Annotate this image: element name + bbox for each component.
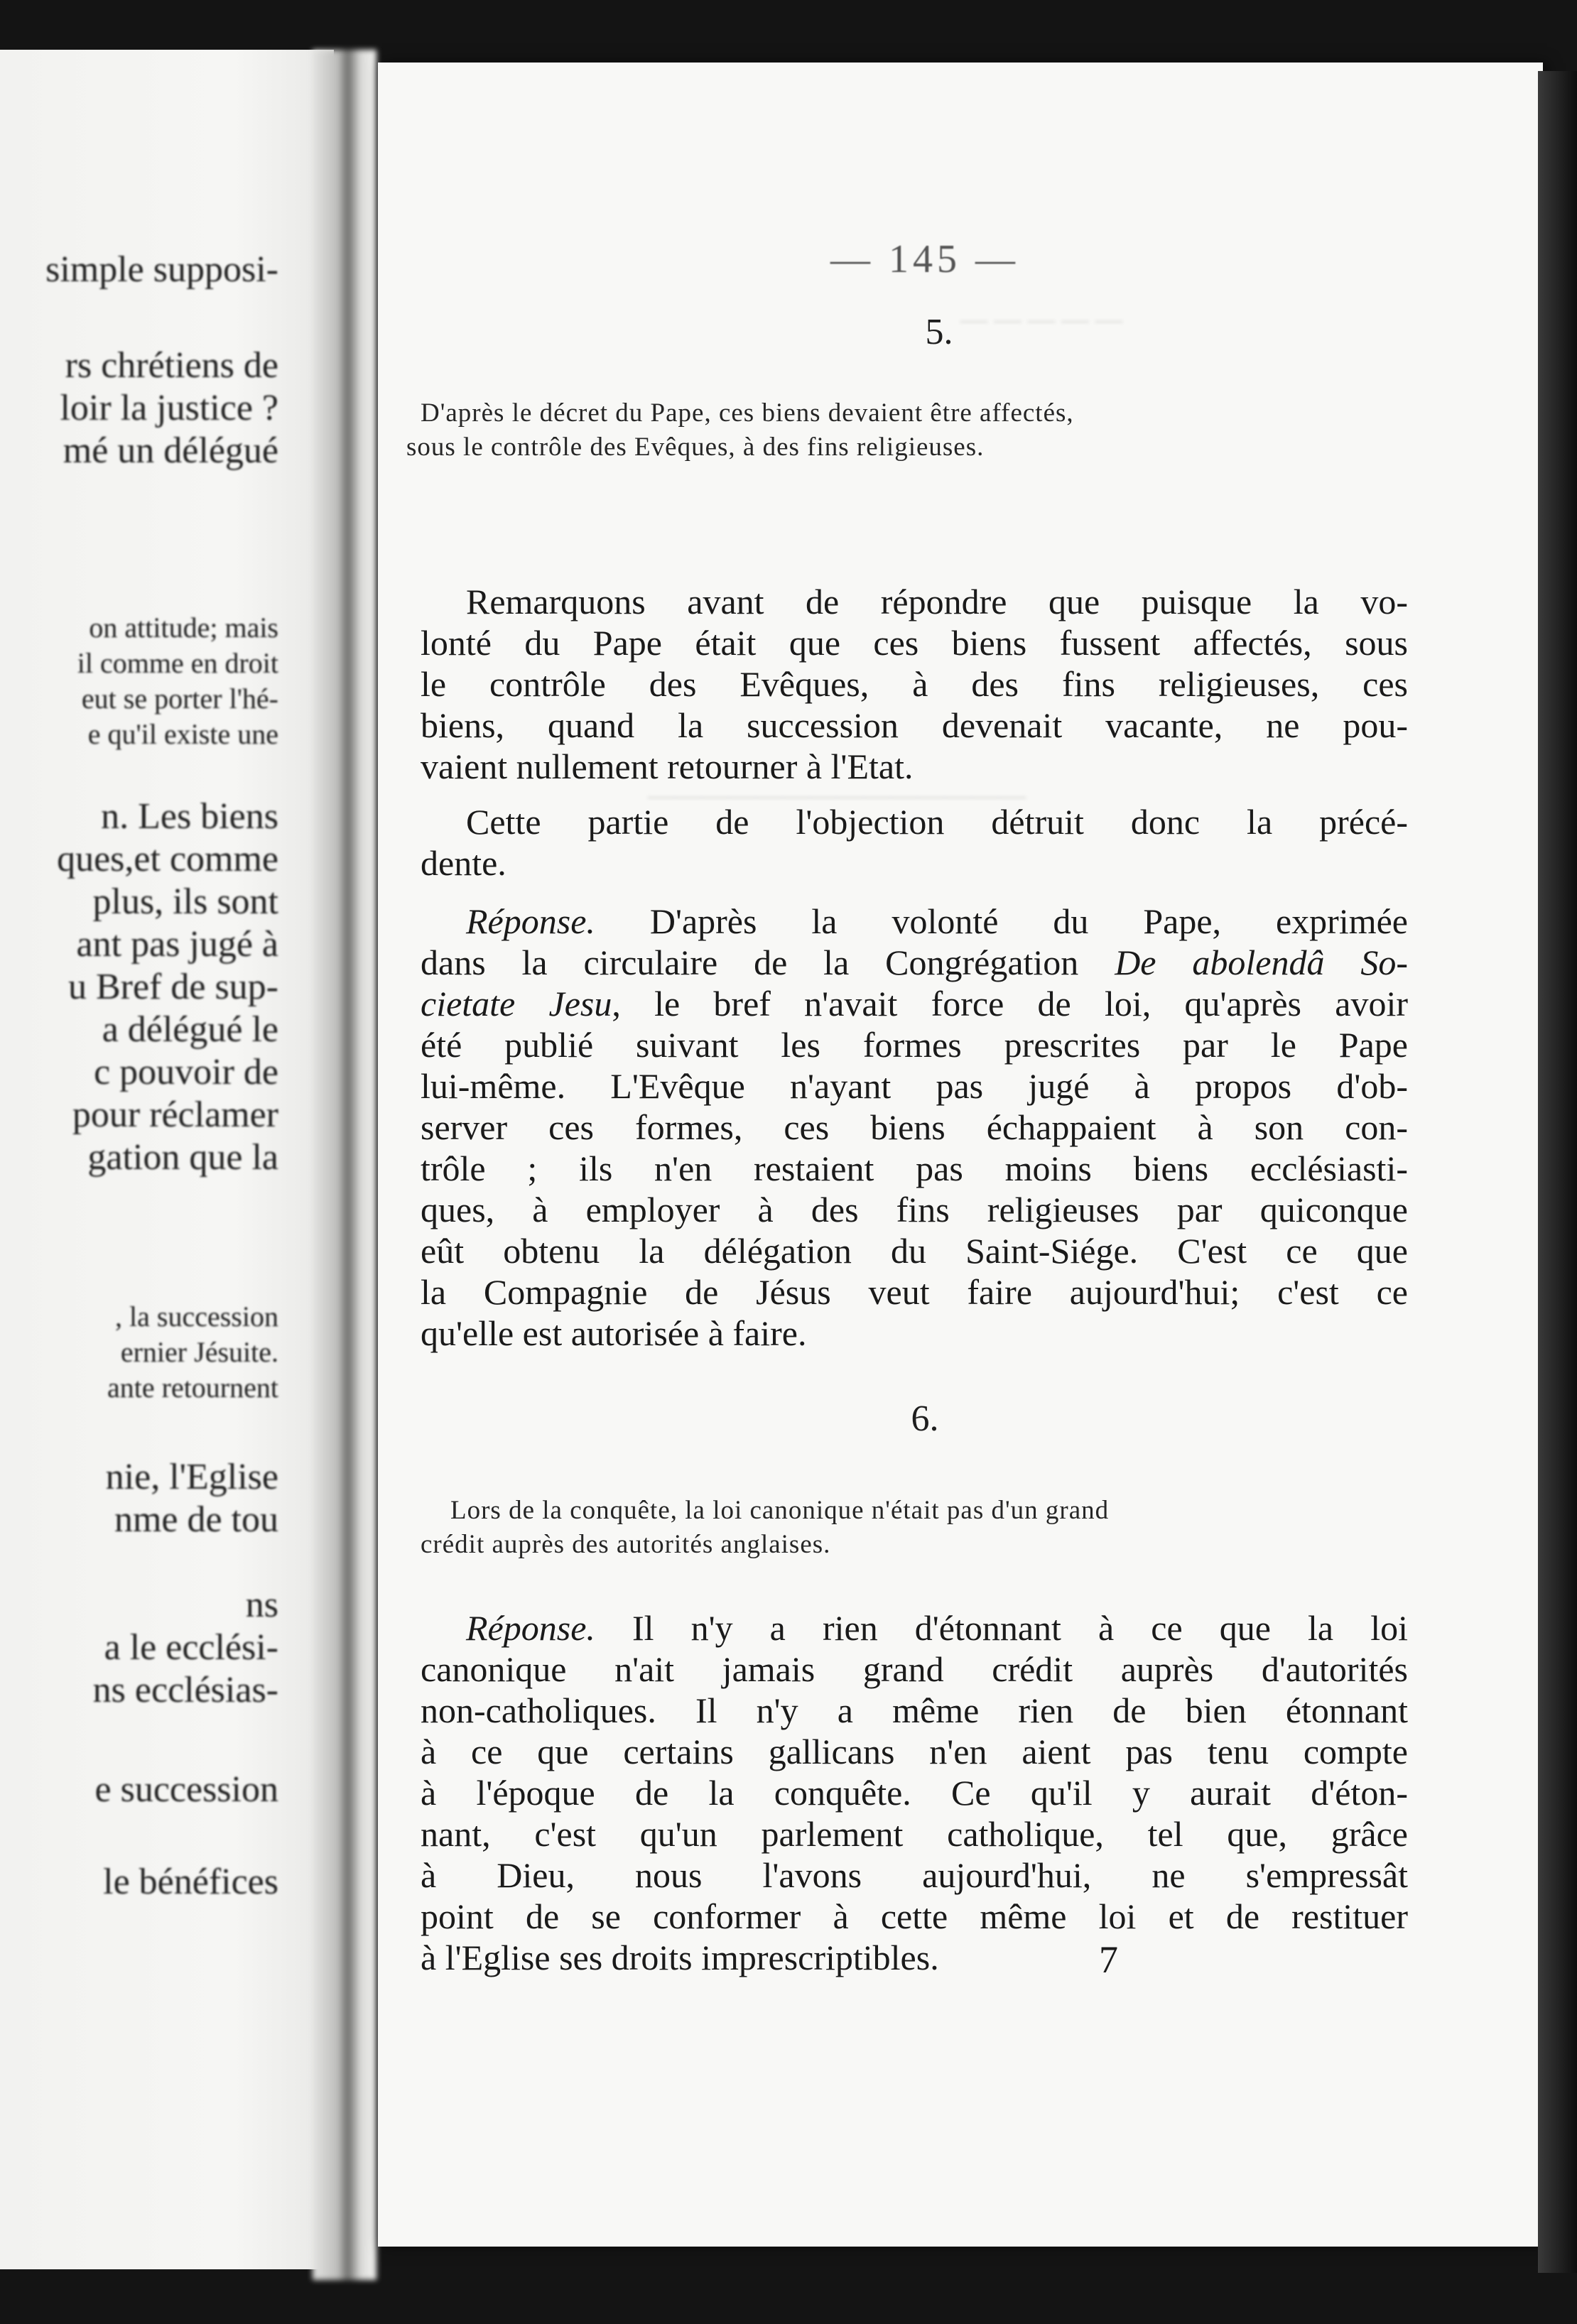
left-page-line: mé un délégué: [63, 430, 278, 471]
text-line: à Dieu, nous l'avons aujourd'hui, ne s'empressât: [421, 1855, 1408, 1895]
text-line: vaient nullement retourner à l'Etat.: [421, 746, 914, 786]
left-page-line: ques,et comme: [57, 839, 278, 879]
objection-text: [421, 1494, 1408, 1562]
text-line: [421, 1607, 1408, 1649]
text-line: server ces formes, ces biens échappaient à son con-: [421, 1107, 1408, 1147]
left-page-line: il comme en droit: [77, 647, 278, 679]
left-page-line: e succession: [94, 1769, 278, 1810]
left-page-line: on attitude; mais: [89, 612, 278, 644]
paragraph: [421, 801, 1408, 884]
objection-line: Lors de la conquête, la loi canonique n'était pas d'un grand: [450, 1496, 1110, 1525]
text-line: le contrôle des Evêques, à des fins religieuses, ces: [421, 664, 1408, 704]
text-line: Cette partie de l'objection détruit donc la précé-: [466, 802, 1408, 842]
bleed-through-text: ——————————————: [648, 781, 1026, 810]
paragraph: [421, 1607, 1408, 1978]
left-page-line: nme de tou: [114, 1499, 278, 1540]
left-page-line: ns ecclésias-: [92, 1670, 278, 1710]
objection-line: sous le contrôle des Evêques, à des fins religieuses.: [406, 433, 985, 462]
text-line: la Compagnie de Jésus veut faire aujourd'hui; c'est ce: [421, 1272, 1408, 1312]
text-line: canonique n'ait jamais grand crédit auprès d'autorités: [421, 1649, 1408, 1689]
text-line: à l'époque de la conquête. Ce qu'il y aurait d'éton-: [421, 1773, 1408, 1813]
bleed-through-text: — — — — —: [960, 305, 1122, 335]
left-page-line: gation que la: [87, 1137, 278, 1178]
signature-mark: 7: [1099, 1938, 1118, 1981]
left-page-line: loir la justice ?: [60, 388, 278, 428]
text-line: trôle ; ils n'en restaient pas moins biens ecclésiasti-: [421, 1149, 1408, 1188]
text-line: Remarquons avant de répondre que puisque la vo-: [466, 582, 1408, 621]
paragraph: [421, 901, 1408, 1354]
text-line: [421, 901, 1408, 942]
text-line: qu'elle est autorisée à faire.: [421, 1313, 807, 1353]
text-line: à l'Eglise ses droits imprescriptibles.: [421, 1938, 939, 1977]
latin-title: cietate Jesu: [421, 984, 612, 1023]
objection-line: D'après le décret du Pape, ces biens devaient être affectés,: [421, 398, 1074, 428]
left-page-line: rs chrétiens de: [65, 345, 278, 386]
text-fragment: Il n'y a rien d'étonnant à ce que la loi: [595, 1608, 1408, 1648]
left-page: [0, 50, 334, 2269]
left-page-line: plus, ils sont: [92, 881, 278, 922]
left-page-line: e qu'il existe une: [87, 718, 278, 750]
paragraph: [421, 581, 1408, 787]
left-page-line: pour réclamer: [72, 1095, 278, 1135]
text-line: à ce que certains gallicans n'en aient pas tenu compte: [421, 1732, 1408, 1771]
text-fragment: , le bref n'avait force de loi, qu'après avoir: [612, 984, 1408, 1023]
section-number: 6.: [911, 1399, 939, 1439]
text-line: point de se conformer à cette même loi et de restituer: [421, 1896, 1408, 1936]
left-page-line: n. Les biens: [101, 796, 278, 837]
text-line: lui-même. L'Evêque n'ayant pas jugé à propos d'ob-: [421, 1066, 1408, 1106]
text-line: nant, c'est qu'un parlement catholique, tel que, grâce: [421, 1814, 1408, 1854]
left-page-line: c pouvoir de: [94, 1052, 278, 1092]
text-line: été publié suivant les formes prescrites par le Pape: [421, 1025, 1408, 1065]
objection-text: [406, 396, 1408, 465]
latin-title: De abolendâ So-: [1115, 943, 1408, 982]
left-page-line: ant pas jugé à: [76, 924, 278, 965]
text-line: non-catholiques. Il n'y a même rien de bien étonnant: [421, 1690, 1408, 1730]
left-page-line: nie, l'Eglise: [105, 1457, 278, 1497]
text-line: dente.: [421, 843, 506, 883]
left-page-line: eut se porter l'hé-: [81, 683, 278, 715]
text-line: [421, 983, 1408, 1024]
response-label: Réponse.: [466, 1608, 595, 1648]
left-page-line: u Bref de sup-: [67, 967, 278, 1007]
text-line: lonté du Pape était que ces biens fussent affectés, sous: [421, 623, 1408, 663]
section-number: 5.: [925, 312, 953, 352]
text-line: ques, à employer à des fins religieuses par quiconque: [421, 1190, 1408, 1229]
text-fragment: dans la circulaire de la Congrégation: [421, 943, 1115, 982]
left-page-line: ns: [245, 1585, 278, 1625]
left-page-line: simple supposi-: [45, 249, 278, 290]
left-page-line: a délégué le: [102, 1009, 278, 1050]
left-page-line: a le ecclési-: [104, 1627, 278, 1668]
left-page-line: le bénéfices: [103, 1862, 278, 1902]
page-number-header: — 145 —: [830, 237, 1019, 281]
text-line: biens, quand la succession devenait vacante, ne pou-: [421, 705, 1408, 745]
text-line: eût obtenu la délégation du Saint-Siége. C'est ce que: [421, 1231, 1408, 1271]
left-page-line: ernier Jésuite.: [120, 1336, 278, 1368]
response-label: Réponse.: [466, 901, 595, 941]
left-page-line: ante retournent: [107, 1372, 278, 1403]
text-line: [421, 942, 1408, 983]
scan-edge: [1538, 71, 1577, 2273]
left-page-line: , la succession: [115, 1301, 278, 1332]
right-page: [378, 63, 1543, 2247]
objection-line: crédit auprès des autorités anglaises.: [421, 1530, 831, 1559]
book-gutter: [313, 50, 376, 2280]
text-fragment: D'après la volonté du Pape, exprimée: [595, 901, 1408, 941]
